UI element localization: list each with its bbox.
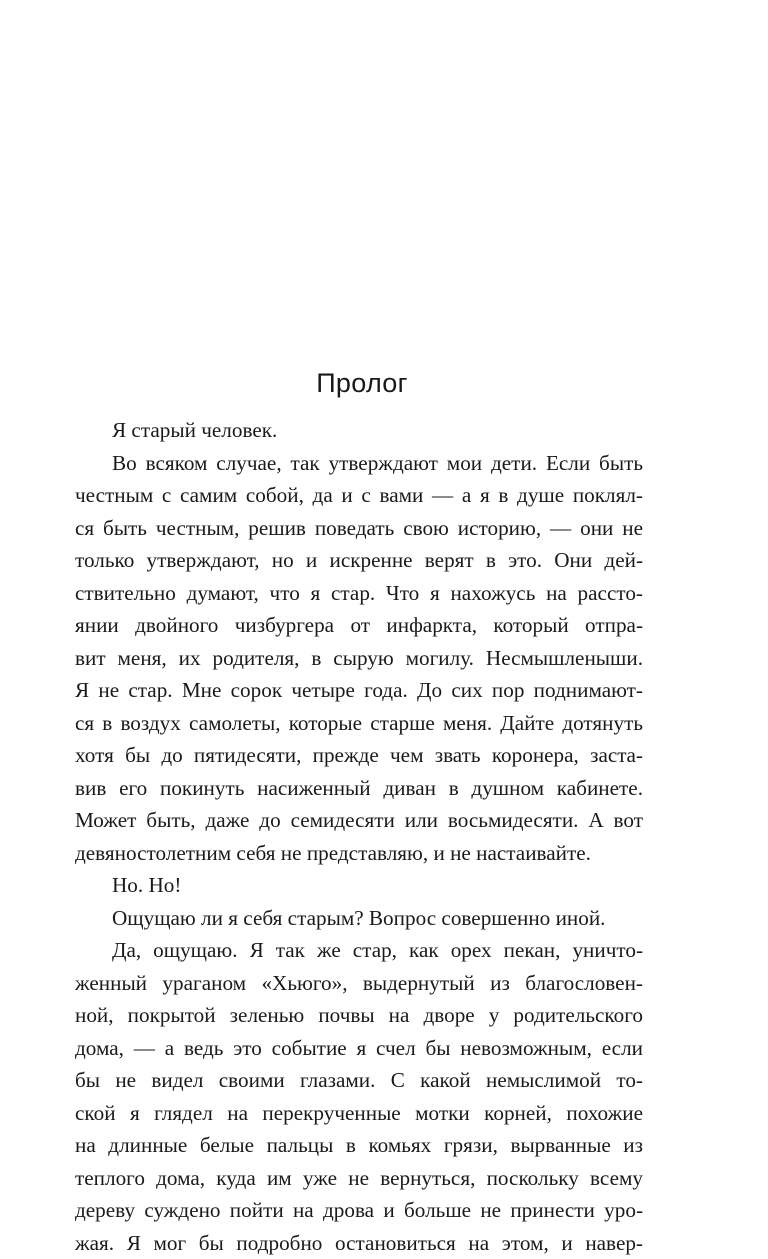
text-line: ной, покрытой зеленью почвы на дворе у родительского bbox=[75, 999, 643, 1032]
text-line: дома, — а ведь это событие я счел бы невозможным, если bbox=[75, 1032, 643, 1065]
chapter-body-text bbox=[75, 414, 643, 1259]
text-line: дереву суждено пойти на дрова и больше не принести уро- bbox=[75, 1194, 643, 1227]
text-line: Но. Но! bbox=[75, 869, 643, 902]
chapter-title: Пролог bbox=[0, 366, 724, 400]
text-line: только утверждают, но и искренне верят в это. Они дей- bbox=[75, 544, 643, 577]
text-line: жая. Я мог бы подробно остановиться на этом, и навер- bbox=[75, 1227, 643, 1259]
text-line: вит меня, их родителя, в сырую могилу. Несмышленыши. bbox=[75, 642, 643, 675]
text-line: вив его покинуть насиженный диван в душном кабинете. bbox=[75, 772, 643, 805]
text-line: бы не видел своими глазами. С какой немыслимой то- bbox=[75, 1064, 643, 1097]
text-line: хотя бы до пятидесяти, прежде чем звать коронера, застa- bbox=[75, 739, 643, 772]
text-line: Я старый человек. bbox=[75, 414, 643, 447]
text-line: на длинные белые пальцы в комьях грязи, вырванные из bbox=[75, 1129, 643, 1162]
text-line: Да, ощущаю. Я так же стар, как орех пекан, уничто- bbox=[75, 934, 643, 967]
text-line: Во всяком случае, так утверждают мои дети. Если быть bbox=[75, 447, 643, 480]
text-line: Может быть, даже до семидесяти или восьмидесяти. А вот bbox=[75, 804, 643, 837]
text-line: теплого дома, куда им уже не вернуться, поскольку всему bbox=[75, 1162, 643, 1195]
text-line: девяностолетним себя не представляю, и не настаивайте. bbox=[75, 837, 643, 870]
text-line: ся быть честным, решив поведать свою историю, — они не bbox=[75, 512, 643, 545]
text-line: ской я глядел на перекрученные мотки корней, похожие bbox=[75, 1097, 643, 1130]
text-line: честным с самим собой, да и с вами — а я в душе поклял- bbox=[75, 479, 643, 512]
text-line: ся в воздух самолеты, которые старше меня. Дайте дотянуть bbox=[75, 707, 643, 740]
text-line: Ощущаю ли я себя старым? Вопрос совершенно иной. bbox=[75, 902, 643, 935]
text-line: янии двойного чизбургера от инфаркта, который отпра- bbox=[75, 609, 643, 642]
text-line: Я не стар. Мне сорок четыре года. До сих пор поднимают- bbox=[75, 674, 643, 707]
text-line: женный ураганом «Хьюго», выдернутый из благословен- bbox=[75, 967, 643, 1000]
text-line: ствительно думают, что я стар. Что я нахожусь на рассто- bbox=[75, 577, 643, 610]
